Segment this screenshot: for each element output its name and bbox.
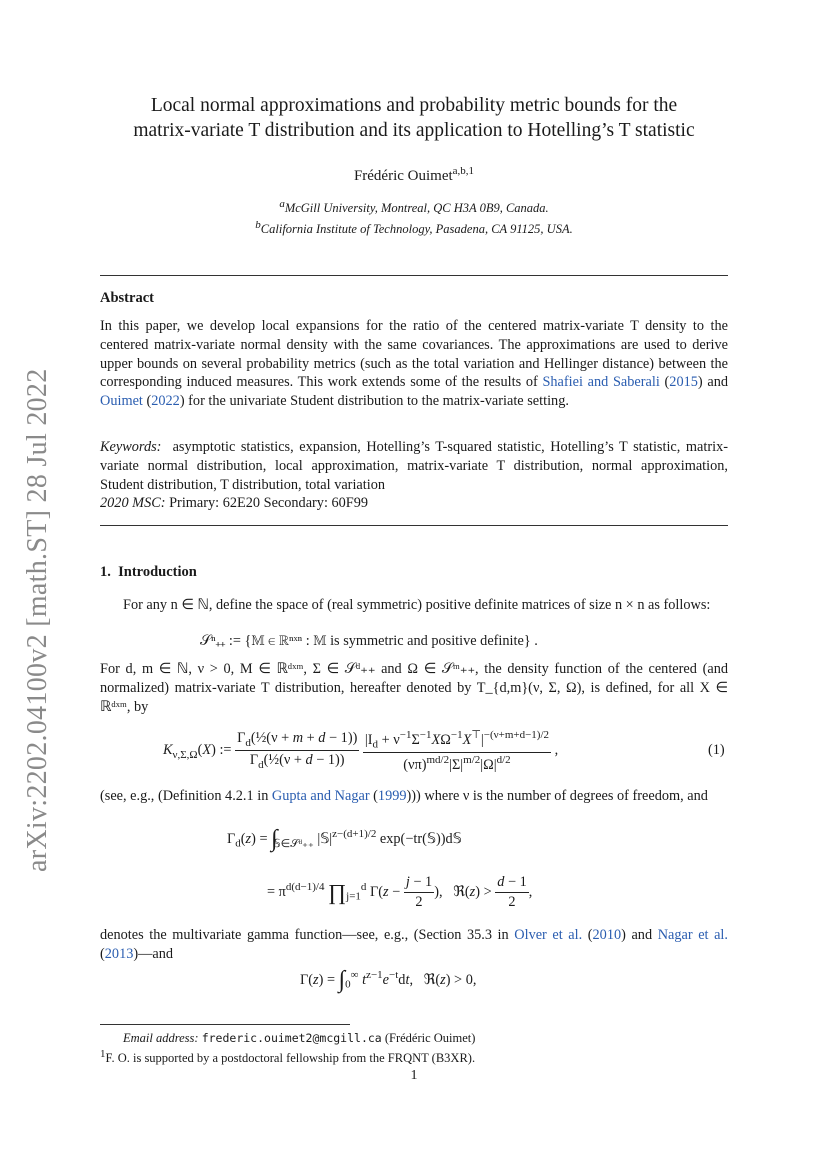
citation-year-2010[interactable]: 2010 [592,927,622,943]
affiliation-a: $^a$McGill University, Montreal, QC H3A 0B9, Canada. [279,198,549,216]
footnote-divider [100,1024,350,1025]
keywords [100,438,728,513]
intro-paragraph-1: For any n ∈ ℕ, define the space of (real symmetric) positive definite matrices of size n × n as follows: [123,597,711,613]
equation-multivariate-gamma-product: = $\pi^{d(d-1)/4}$ $\prod_{j=1}^d$ Γ(z − $\frac{j - 1}{2}$ ), ℜ(z) > $\frac{d - 1}{2}$ , [267,874,533,910]
citation-link-ouimet[interactable]: Ouimet [100,393,143,410]
section-heading: 1. Introduction [100,564,197,580]
citation-year-2015[interactable]: 2015 [669,374,698,391]
abstract-text: In this paper, we develop local expansions for the ratio of the centered matrix-variate T density to the centered matrix-variate normal density with the same covariances. The approximations are used to derive upper bounds on several probability metrics (such as the total variation and Hellinger distance) between the corresponding induced measures. This work extends some of the results of Shafiei and Saberali (2015) and Ouimet (2022) for the univariate Student distribution to the matrix-variate setting. [100,318,728,410]
equation-gamma: $\Gamma(z) = \int_0^\infty$ $t^{z-1}e^{-t}dt$, ℜ(z) > 0, [300,967,477,993]
divider-top [100,275,728,276]
author-name: Frédéric Ouimet [353,168,453,184]
title-line-1: Local normal approximations and probability metric bounds for the [150,95,678,116]
keywords-label: Keywords: [100,439,162,455]
equation-density: $K_{\nu,\Sigma,\Omega}(X)$ := $\frac{\Gamma_d(\frac{1}{2}(\nu + m + d - 1))}{\Gamma_d(\frac{1}{2}(\nu + d - 1))}$ $\frac{|I_d + \nu^{-1}\Sigma^{-1}X\Omega^{-1}X^⊤|^{-(\nu+m+d-1)/2}}{(\nu\pi)^{md/2}|\Sigma|^{m/2}|\Omega|^{d/2}}$ , [163,729,559,773]
citation-link-olver[interactable]: Olver et al. [514,927,583,943]
msc-label: 2020 MSC: [100,495,166,512]
citation-year-2013[interactable]: 2013 [104,945,134,962]
citation-link-shafiei[interactable]: Shafiei and Saberali [542,374,660,391]
footnote-email: Email address: frederic.ouimet2@mcgill.ca (Frédéric Ouimet) [123,1031,476,1045]
author [100,165,728,185]
citation-link-nagar[interactable]: Nagar et al. [657,927,728,943]
affiliations [100,196,728,238]
keywords-text: asymptotic statistics, expansion, Hotelling’s T-squared statistic, Hotelling’s T statistic, matrix-variate normal distribution, local approximation, matrix-variate T distribution, normal approximation, Student distribution, T distribution, total variation [100,439,728,493]
author-sup: a,b,1 [452,165,475,177]
footnote-1: $^1$F. O. is supported by a postdoctoral fellowship from the FRQNT (B3XR). [100,1048,476,1066]
intro-paragraph-4: denotes the multivariate gamma function—see, e.g., (Section 35.3 in Olver et al. (2010) and Nagar et al. (2013)—and [100,927,728,962]
equation-number: (1) [708,742,725,758]
citation-year-1999[interactable]: 1999 [377,788,407,804]
citation-year-2022[interactable]: 2022 [151,393,180,410]
citation-link-gupta[interactable]: Gupta and Nagar [271,788,370,804]
arxiv-stamp: arXiv:2202.04100v2 [math.ST] 28 Jul 2022 [22,368,53,872]
paper-title [100,93,728,143]
affiliation-b: $^b$California Institute of Technology, Pasadena, CA 91125, USA. [255,219,573,237]
msc-text: Primary: 62E20 Secondary: 60F99 [169,495,369,512]
intro-paragraph-2: For d, m ∈ ℕ, ν > 0, M ∈ ℝᵈˣᵐ, Σ ∈ 𝒮ᵈ₊₊ and Ω ∈ 𝒮ᵐ₊₊, the density function of the centered (and normalized) matrix-variate T distribution, hereafter denoted by T_{d,m}(ν, Σ, Ω), is defined, for all X ∈ ℝᵈˣᵐ, by [100,661,728,715]
abstract-heading: Abstract [100,290,154,306]
email-link[interactable]: frederic.ouimet2@mcgill.ca [201,1031,382,1045]
equation-spd-cone: 𝒮ⁿ₊₊ := {𝕄 ∈ ℝⁿˣⁿ : 𝕄 is symmetric and positive definite} . [200,633,538,649]
divider-bottom [100,525,728,526]
equation-multivariate-gamma: $\Gamma_d(z) = \int_{𝕊\in 𝒮ᵈ_{++}}$ $|𝕊|^{z-(d+1)/2}$ exp(−tr(𝕊))d𝕊 [227,826,462,852]
page-number: 1 [410,1068,418,1083]
title-line-2: matrix-variate T distribution and its application to Hotelling’s T statistic [133,120,695,141]
intro-paragraph-3: (see, e.g., (Definition 4.2.1 in Gupta and Nagar (1999))) where ν is the number of degrees of freedom, and [100,788,708,804]
